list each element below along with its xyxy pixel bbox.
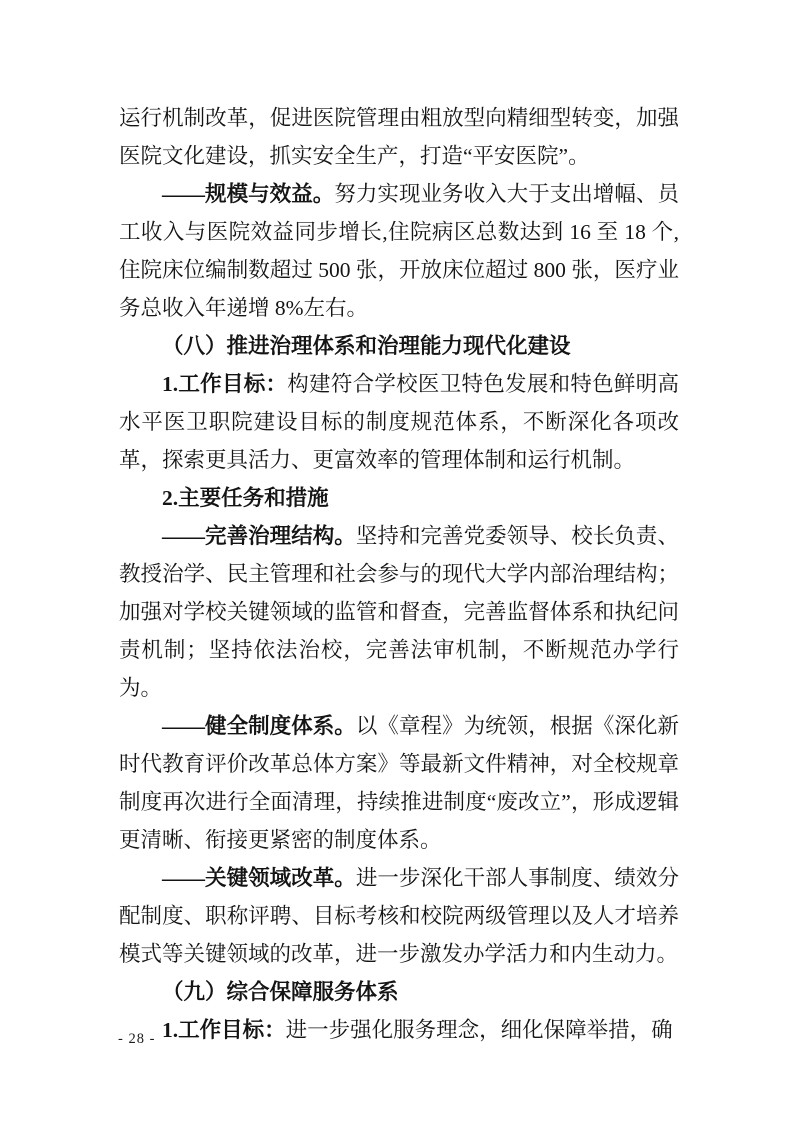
paragraph-lead: ——规模与效益。 bbox=[162, 182, 335, 206]
paragraph-text: 坚持和完善党委领导、校长负责、教授治学、民主管理和社会参与的现代大学内部治理结构；加强对学校关键领域的监管和督查，完善监督体系和执纪问责机制；坚持依法治校，完善法审机制，不断规范办学行为。 bbox=[119, 524, 679, 700]
paragraph-text: 进一步深化干部人事制度、绩效分配制度、职称评聘、目标考核和校院两级管理以及人才培养模式等关键领域的改革，进一步激发办学活力和内生动力。 bbox=[119, 866, 679, 966]
page-number: - 28 - bbox=[118, 1031, 156, 1047]
paragraph-lead: 1.工作目标： bbox=[162, 1018, 286, 1042]
paragraph-work-goal-8 bbox=[119, 365, 679, 479]
page-body-text bbox=[119, 99, 679, 1049]
paragraph-continuation bbox=[119, 99, 679, 175]
paragraph-lead: ——关键领域改革。 bbox=[162, 866, 356, 890]
section-heading-9 bbox=[119, 973, 679, 1011]
paragraph-text: 努力实现业务收入大于支出增幅、员工收入与医院效益同步增长,住院病区总数达到 16 至 18 个,住院床位编制数超过 500 张，开放床位超过 800 张，医疗业务总收入年递增 8%左右。 bbox=[119, 182, 679, 320]
paragraph-institution-system bbox=[119, 707, 679, 859]
section-heading-text: （九）综合保障服务体系 bbox=[162, 980, 399, 1004]
paragraph-lead: 1.工作目标： bbox=[162, 372, 288, 396]
paragraph-governance-structure bbox=[119, 517, 679, 707]
paragraph-text: 进一步强化服务理念，细化保障举措，确 bbox=[285, 1018, 673, 1042]
paragraph-lead: ——健全制度体系。 bbox=[162, 714, 356, 738]
paragraph-text: 以《章程》为统领，根据《深化新时代教育评价改革总体方案》等最新文件精神，对全校规章制度再次进行全面清理，持续推进制度“废改立”，形成逻辑更清晰、衔接更紧密的制度体系。 bbox=[119, 714, 679, 852]
paragraph-lead: ——完善治理结构。 bbox=[162, 524, 356, 548]
paragraph-key-area-reform bbox=[119, 859, 679, 973]
section-heading-text: （八）推进治理体系和治理能力现代化建设 bbox=[162, 334, 571, 358]
paragraph-text: 运行机制改革，促进医院管理由粗放型向精细型转变，加强医院文化建设，抓实安全生产，打造“平安医院”。 bbox=[119, 106, 679, 168]
subsection-heading-text: 2.主要任务和措施 bbox=[162, 486, 329, 510]
paragraph-work-goal-9 bbox=[119, 1011, 679, 1049]
subsection-heading-tasks bbox=[119, 479, 679, 517]
paragraph-text: 构建符合学校医卫特色发展和特色鲜明高水平医卫职院建设目标的制度规范体系，不断深化各项改革，探索更具活力、更富效率的管理体制和运行机制。 bbox=[119, 372, 679, 472]
paragraph-scale-and-benefit bbox=[119, 175, 679, 327]
section-heading-8 bbox=[119, 327, 679, 365]
